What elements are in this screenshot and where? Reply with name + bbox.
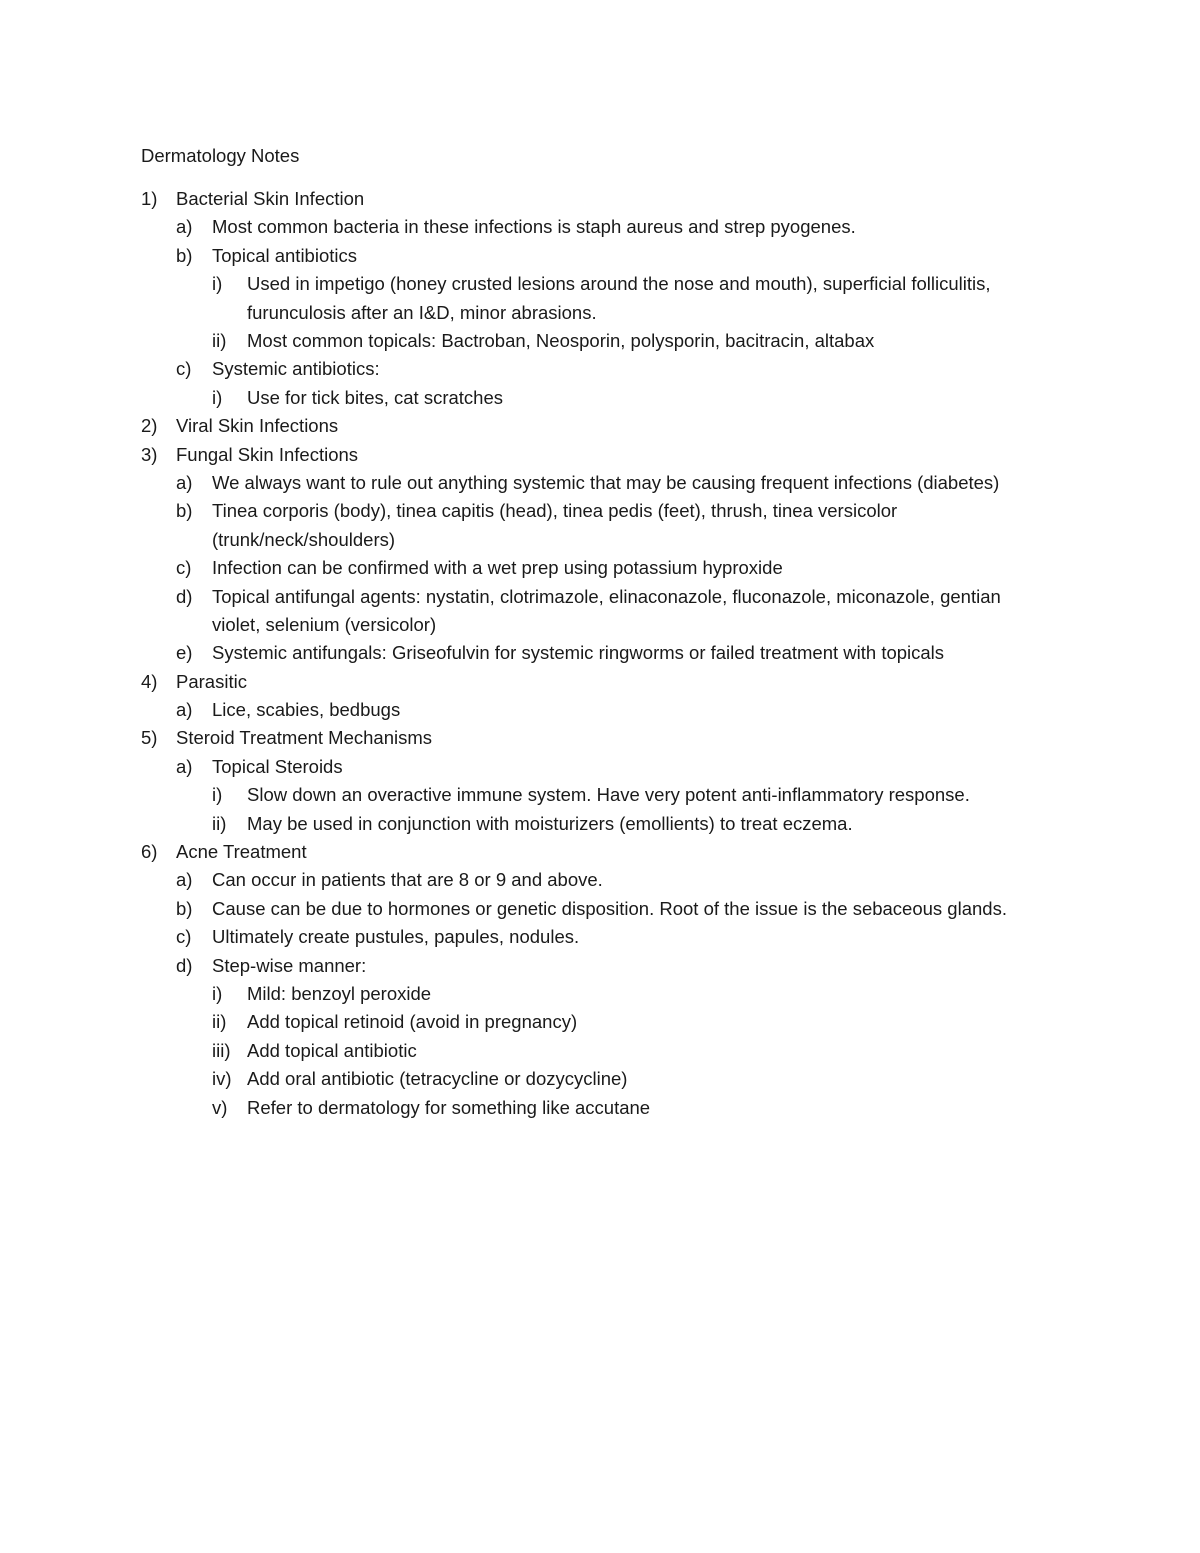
outline-item-marker: 2) [141,415,158,437]
outline-item-text: Topical Steroids [212,755,343,777]
outline-item [0,357,1200,385]
outline-item-marker: a) [176,216,193,238]
outline-item-text: Slow down an overactive immune system. Have very potent anti-inflammatory response. [247,784,970,806]
outline-item [0,982,1200,1010]
outline-list [0,187,1200,1124]
outline-item-text: Topical antifungal agents: nystatin, clotrimazole, elinaconazole, fluconazole, miconazole, gentian violet, selenium (versicolor) [212,585,1001,635]
outline-item-marker: 3) [141,443,158,465]
outline-item-text: Acne Treatment [176,841,307,863]
outline-item [0,1096,1200,1124]
outline-item [0,1010,1200,1038]
outline-item-marker: d) [176,954,193,976]
outline-item [0,556,1200,584]
outline-item-text: Use for tick bites, cat scratches [247,386,504,408]
outline-item [0,641,1200,669]
outline-item [0,698,1200,726]
outline-item-text: Infection can be confirmed with a wet prep using potassium hyproxide [212,557,783,579]
outline-item [0,443,1200,471]
outline-item-marker: a) [176,471,193,493]
outline-item [0,670,1200,698]
outline-item-text: Add topical retinoid (avoid in pregnancy) [247,1011,578,1033]
outline-item-marker: d) [176,585,193,607]
outline-item-marker: ii) [212,812,227,834]
outline-item-text: Topical antibiotics [212,244,357,266]
outline-item-marker: i) [212,982,223,1004]
outline-item-text: Used in impetigo (honey crusted lesions around the nose and mouth), superficial folliculitis, furunculosis after an I&D, minor abrasions. [247,273,991,323]
outline-item-marker: a) [176,755,193,777]
outline-item [0,868,1200,896]
outline-item-text: Mild: benzoyl peroxide [247,982,432,1004]
outline-item [0,954,1200,982]
outline-item-marker: iv) [212,1068,232,1090]
outline-item-text: Fungal Skin Infections [176,443,359,465]
outline-item-text: Steroid Treatment Mechanisms [176,727,433,749]
outline-item [0,272,1200,329]
outline-item-marker: v) [212,1096,228,1118]
outline-item-marker: a) [176,699,193,721]
outline-item [0,812,1200,840]
outline-item-text: Systemic antibiotics: [212,358,380,380]
outline-item [0,840,1200,868]
outline-item [0,187,1200,215]
outline-item-marker: 6) [141,841,158,863]
outline-item [0,499,1200,556]
outline-item [0,215,1200,243]
outline-item [0,585,1200,642]
outline-item [0,726,1200,754]
outline-item [0,471,1200,499]
outline-item-text: Cause can be due to hormones or genetic disposition. Root of the issue is the sebaceous glands. [212,897,1007,919]
outline-item-marker: 4) [141,670,158,692]
outline-item [0,1067,1200,1095]
outline-item [0,897,1200,925]
outline-item-text: Tinea corporis (body), tinea capitis (head), tinea pedis (feet), thrush, tinea versicolor (trunk/neck/shoulders) [212,500,898,550]
outline-item-text: Systemic antifungals: Griseofulvin for systemic ringworms or failed treatment with topicals [212,642,945,664]
outline-item-text: Can occur in patients that are 8 or 9 and above. [212,869,603,891]
outline-item-text: Refer to dermatology for something like accutane [247,1096,651,1118]
outline-item-text: Add oral antibiotic (tetracycline or dozycycline) [247,1068,628,1090]
outline-item-marker: iii) [212,1039,231,1061]
outline-item-marker: ii) [212,1011,227,1033]
outline-item-marker: i) [212,273,223,295]
outline-item-marker: ii) [212,329,227,351]
outline-item-marker: i) [212,386,223,408]
outline-item-marker: i) [212,784,223,806]
outline-item-text: Lice, scabies, bedbugs [212,699,401,721]
document-title: Dermatology Notes [141,145,300,166]
outline-item [0,414,1200,442]
outline-item-marker: 5) [141,727,158,749]
outline-item [0,1039,1200,1067]
outline-item-text: We always want to rule out anything systemic that may be causing frequent infections (diabetes) [212,471,1000,493]
outline-item-marker: e) [176,642,193,664]
outline-item-text: Parasitic [176,670,247,692]
outline-item-marker: 1) [141,188,158,209]
outline-item-marker: c) [176,358,192,380]
outline-item-marker: c) [176,557,192,579]
outline-item [0,329,1200,357]
outline-item-text: Ultimately create pustules, papules, nodules. [212,926,580,948]
outline-item-marker: b) [176,897,193,919]
outline-item [0,386,1200,414]
outline-item [0,755,1200,783]
outline-item-text: Most common bacteria in these infections is staph aureus and strep pyogenes. [212,216,856,238]
outline-item-marker: a) [176,869,193,891]
outline-item-marker: b) [176,244,193,266]
outline-item-marker: b) [176,500,193,522]
outline-item-text: Viral Skin Infections [176,415,339,437]
outline-item-text: May be used in conjunction with moisturizers (emollients) to treat eczema. [247,812,853,834]
outline-item-text: Bacterial Skin Infection [176,188,365,209]
outline-item [0,783,1200,811]
outline-item-text: Add topical antibiotic [247,1039,417,1061]
outline-item-text: Most common topicals: Bactroban, Neosporin, polysporin, bacitracin, altabax [247,329,875,351]
outline-item-marker: c) [176,926,192,948]
outline-item [0,925,1200,953]
outline-item [0,244,1200,272]
outline-item-text: Step-wise manner: [212,954,367,976]
